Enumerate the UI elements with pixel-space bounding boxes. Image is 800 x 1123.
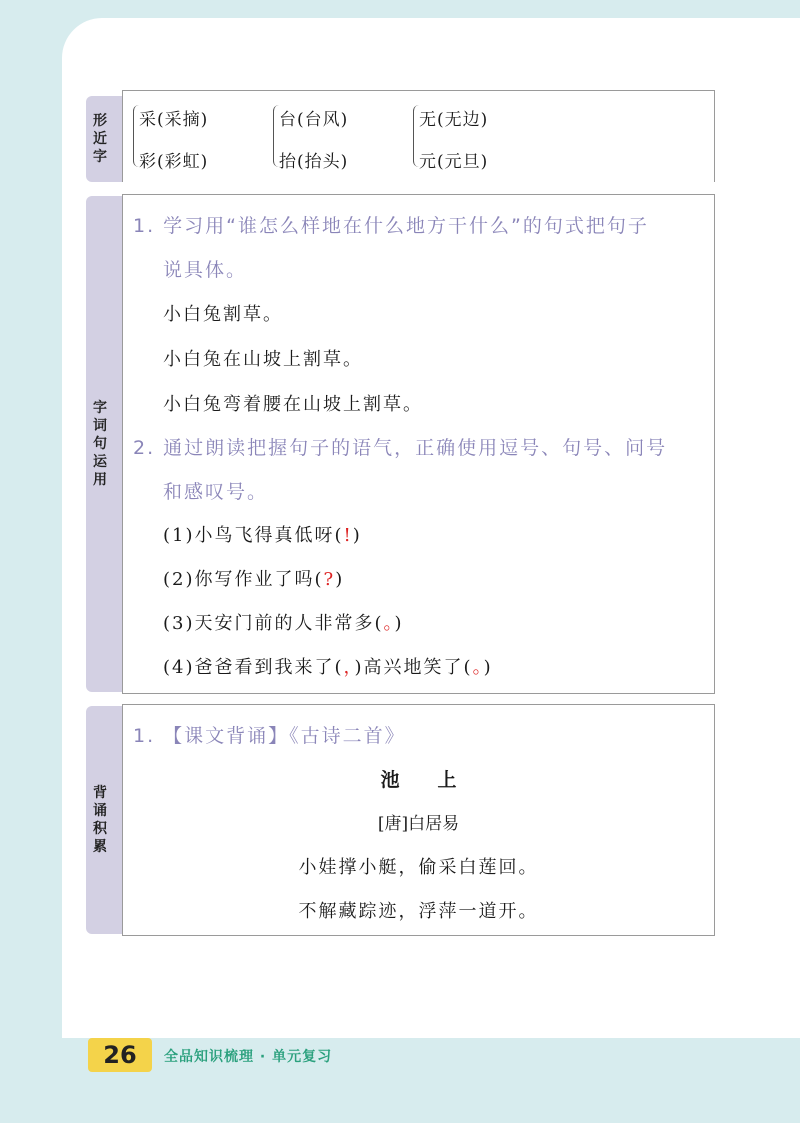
question-1-line-2: 说具体。: [163, 259, 248, 281]
footer-title: 全品知识梳理 · 单元复习: [164, 1049, 333, 1065]
poem-line: 不解藏踪迹，浮萍一道开。: [298, 901, 539, 922]
question-recitation: 1. 【课文背诵】《古诗二首》: [133, 725, 406, 747]
punctuation-item: (2)你写作业了吗(?): [163, 569, 345, 590]
recitation-box: [122, 704, 715, 936]
answer-mark: 。: [472, 657, 484, 678]
punctuation-item: (4)爸爸看到我来了(，)高兴地笑了(。): [163, 657, 493, 678]
char-pair-top: 采(采摘): [139, 110, 209, 130]
poem-author: [唐]白居易: [377, 814, 460, 834]
section-tab-recitation: 背 诵 积 累: [86, 706, 114, 934]
char-pair-bottom: 彩(彩虹): [139, 152, 209, 172]
example-sentence: 小白兔在山坡上割草。: [163, 349, 363, 370]
word-usage-box: [122, 194, 715, 694]
punctuation-item: (1)小鸟飞得真低呀(!): [163, 525, 362, 546]
answer-mark: 。: [383, 613, 395, 634]
punctuation-item: (3)天安门前的人非常多(。): [163, 613, 404, 634]
question-2-line-2: 和感叹号。: [163, 481, 269, 503]
char-pair-bottom: 抬(抬头): [279, 152, 349, 172]
question-1-line-1: 1. 学习用“谁怎么样地在什么地方干什么”的句式把句子: [133, 215, 649, 237]
poem-title: 池 上: [380, 769, 457, 791]
char-pair-top: 台(台风): [279, 110, 349, 130]
section-tab-word-usage: 字 词 句 运 用: [86, 196, 114, 692]
example-sentence: 小白兔割草。: [163, 304, 283, 325]
question-2-line-1: 2. 通过朗读把握句子的语气，正确使用逗号、句号、问号: [133, 437, 668, 459]
char-pair-bottom: 元(元旦): [419, 152, 489, 172]
answer-mark: ?: [323, 569, 336, 590]
answer-mark: !: [343, 525, 353, 546]
poem-line: 小娃撑小艇，偷采白莲回。: [298, 857, 539, 878]
page-number: 26: [88, 1038, 152, 1072]
section-tab-similar-chars: 形 近 字: [86, 96, 114, 182]
similar-chars-box: [122, 90, 715, 182]
char-pair-top: 无(无边): [419, 110, 489, 130]
example-sentence: 小白兔弯着腰在山坡上割草。: [163, 394, 423, 415]
answer-mark: ，: [343, 657, 355, 678]
